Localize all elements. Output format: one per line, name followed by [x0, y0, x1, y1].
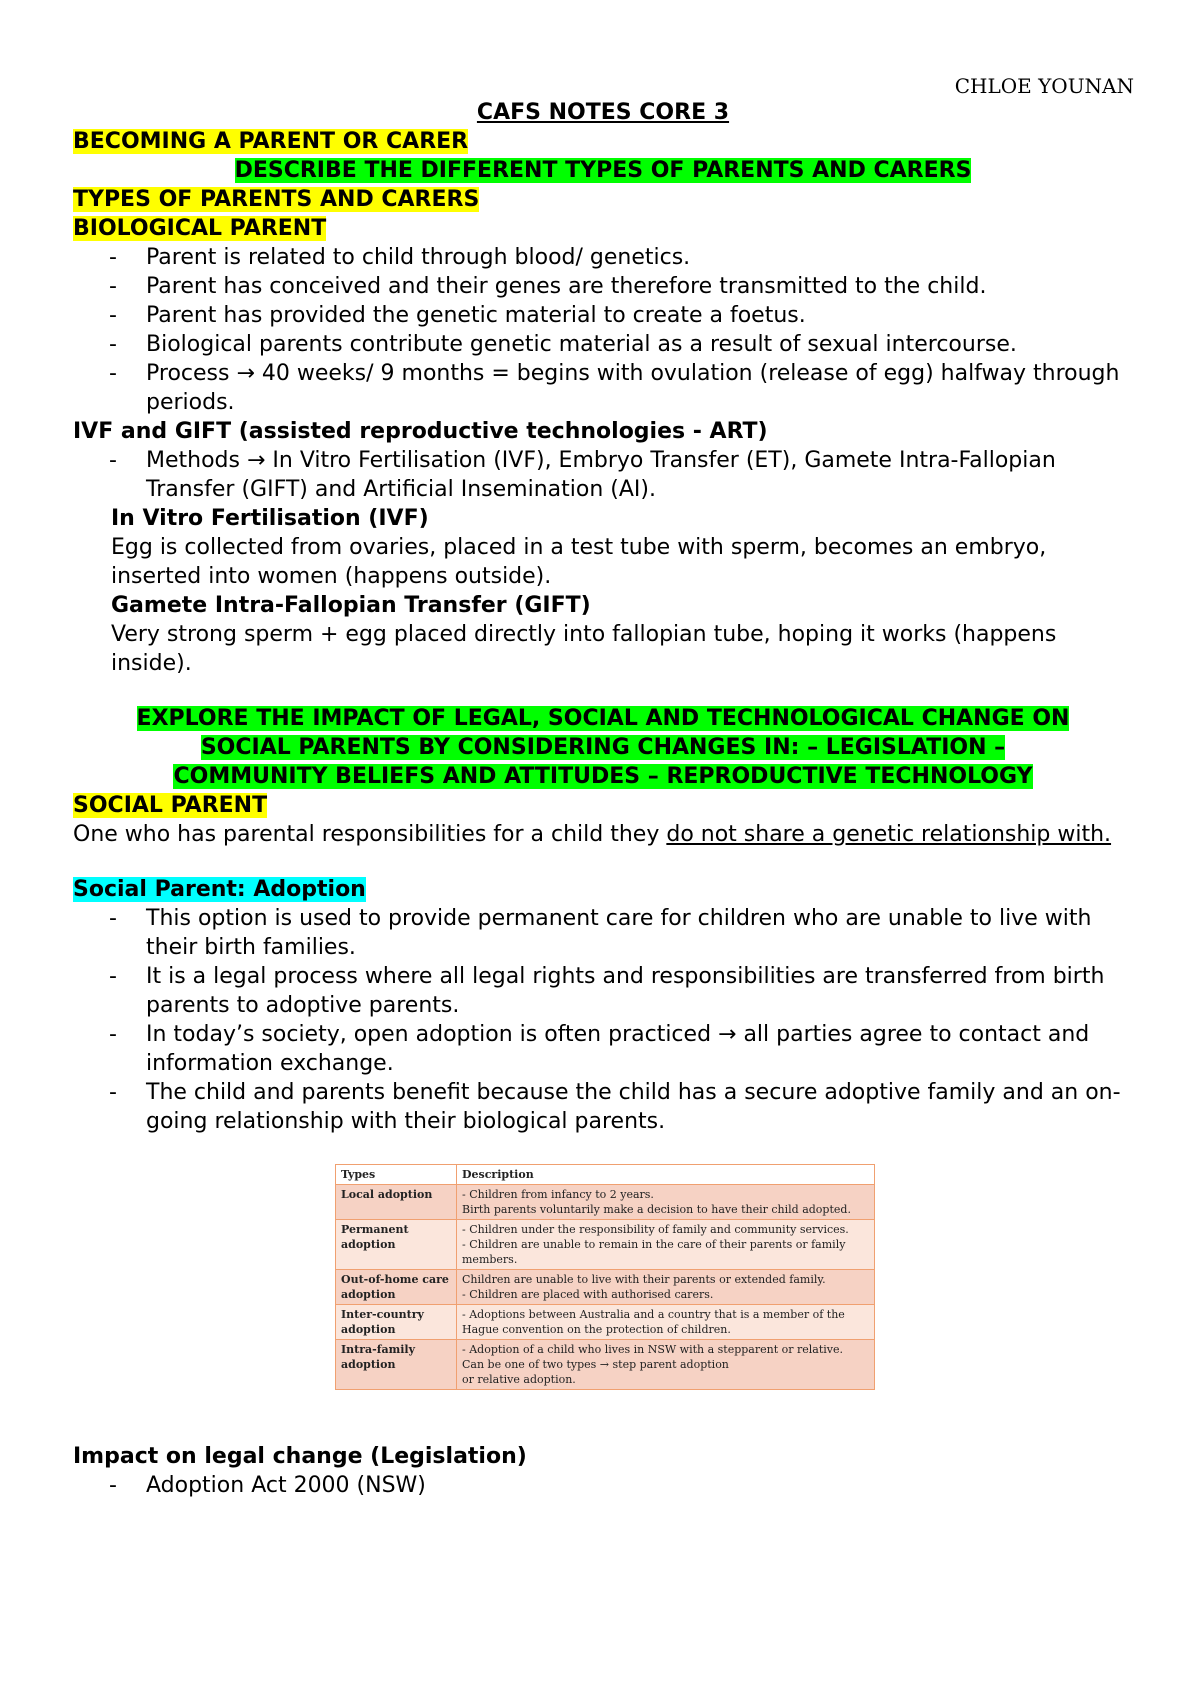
outcome-explore-line-2: SOCIAL PARENTS BY CONSIDERING CHANGES IN: – LEGISLATION –: [200, 735, 1006, 760]
list-item: - Biological parents contribute genetic material as a result of sexual intercourse.: [73, 330, 1133, 359]
heading-legal-change: Impact on legal change (Legislation): [73, 1444, 527, 1469]
heading-ivf: In Vitro Fertilisation (IVF): [111, 506, 429, 531]
list-item: - Parent has provided the genetic material to create a foetus.: [73, 301, 1133, 330]
heading-adoption: Social Parent: Adoption: [73, 877, 366, 902]
table-cell-type: Inter-country adoption: [336, 1305, 457, 1340]
ivf-text: Egg is collected from ovaries, placed in a test tube with sperm, becomes an embryo, inserted into women (happens outside).: [111, 535, 1047, 589]
biological-parent-list: [73, 243, 1133, 417]
table-row: [336, 1305, 875, 1340]
table-cell-description: - Children from infancy to 2 years. Birth parents voluntarily make a decision to have their child adopted.: [457, 1185, 875, 1220]
table-cell-type: Intra-family adoption: [336, 1340, 457, 1390]
table-cell-description: Children are unable to live with their parents or extended family. - Children are placed with authorised carers.: [457, 1270, 875, 1305]
table-cell-type: Permanent adoption: [336, 1220, 457, 1270]
adoption-list: [73, 904, 1133, 1136]
list-item: - Parent has conceived and their genes are therefore transmitted to the child.: [73, 272, 1133, 301]
outcome-explore-line-1: EXPLORE THE IMPACT OF LEGAL, SOCIAL AND TECHNOLOGICAL CHANGE ON: [136, 706, 1070, 731]
table-header-row: [336, 1165, 875, 1185]
table-header-cell: Description: [457, 1165, 875, 1185]
table-row: [336, 1340, 875, 1390]
list-item: - In today’s society, open adoption is often practiced → all parties agree to contact and information exchange.: [73, 1020, 1133, 1078]
outcome-describe-types: DESCRIBE THE DIFFERENT TYPES OF PARENTS AND CARERS: [234, 158, 972, 183]
adoption-types-table: [335, 1164, 875, 1390]
list-item: - This option is used to provide permanent care for children who are unable to live with their birth families.: [73, 904, 1133, 962]
spacer: [73, 849, 1133, 875]
social-parent-definition: One who has parental responsibilities for a child they do not share a genetic relationship with.: [73, 822, 1112, 847]
document-body: [73, 98, 1133, 1500]
table-header-cell: Types: [336, 1165, 457, 1185]
table-cell-type: Local adoption: [336, 1185, 457, 1220]
table-cell-type: Out-of-home care adoption: [336, 1270, 457, 1305]
author-name: CHLOE YOUNAN: [954, 74, 1134, 98]
heading-gift: Gamete Intra-Fallopian Transfer (GIFT): [111, 593, 591, 618]
doc-title: CAFS NOTES CORE 3: [476, 100, 730, 125]
subheading-types: TYPES OF PARENTS AND CARERS: [73, 187, 480, 212]
table-cell-description: - Children under the responsibility of family and community services. - Children are unable to remain in the care of their parents or family members.: [457, 1220, 875, 1270]
list-item: - Parent is related to child through blood/ genetics.: [73, 243, 1133, 272]
gift-text: Very strong sperm + egg placed directly into fallopian tube, hoping it works (happens inside).: [111, 622, 1057, 676]
list-item: - Methods → In Vitro Fertilisation (IVF), Embryo Transfer (ET), Gamete Intra-Fallopian Transfer (GIFT) and Artificial Insemination (AI).: [73, 446, 1133, 504]
spacer: [73, 678, 1133, 704]
heading-art: IVF and GIFT (assisted reproductive technologies - ART): [73, 419, 768, 444]
legal-change-list: [73, 1471, 1133, 1500]
list-item: - The child and parents benefit because the child has a secure adoptive family and an on-going relationship with their biological parents.: [73, 1078, 1133, 1136]
art-list: [73, 446, 1133, 504]
spacer: [73, 1390, 1133, 1416]
heading-biological-parent: BIOLOGICAL PARENT: [73, 216, 327, 241]
section-heading-becoming-parent: BECOMING A PARENT OR CARER: [73, 129, 469, 154]
outcome-explore-line-3: COMMUNITY BELIEFS AND ATTITUDES – REPRODUCTIVE TECHNOLOGY: [173, 764, 1033, 789]
table-cell-description: - Adoptions between Australia and a country that is a member of the Hague convention on the protection of children.: [457, 1305, 875, 1340]
heading-social-parent: SOCIAL PARENT: [73, 793, 268, 818]
list-item: - It is a legal process where all legal rights and responsibilities are transferred from birth parents to adoptive parents.: [73, 962, 1133, 1020]
table-row: [336, 1220, 875, 1270]
list-item: - Adoption Act 2000 (NSW): [73, 1471, 1133, 1500]
list-item: - Process → 40 weeks/ 9 months = begins with ovulation (release of egg) halfway through periods.: [73, 359, 1133, 417]
spacer: [73, 1416, 1133, 1442]
table-cell-description: - Adoption of a child who lives in NSW with a stepparent or relative. Can be one of two types → step parent adoption or relative adoption.: [457, 1340, 875, 1390]
table-row: [336, 1185, 875, 1220]
table-row: [336, 1270, 875, 1305]
adoption-types-table-image: [335, 1164, 875, 1390]
